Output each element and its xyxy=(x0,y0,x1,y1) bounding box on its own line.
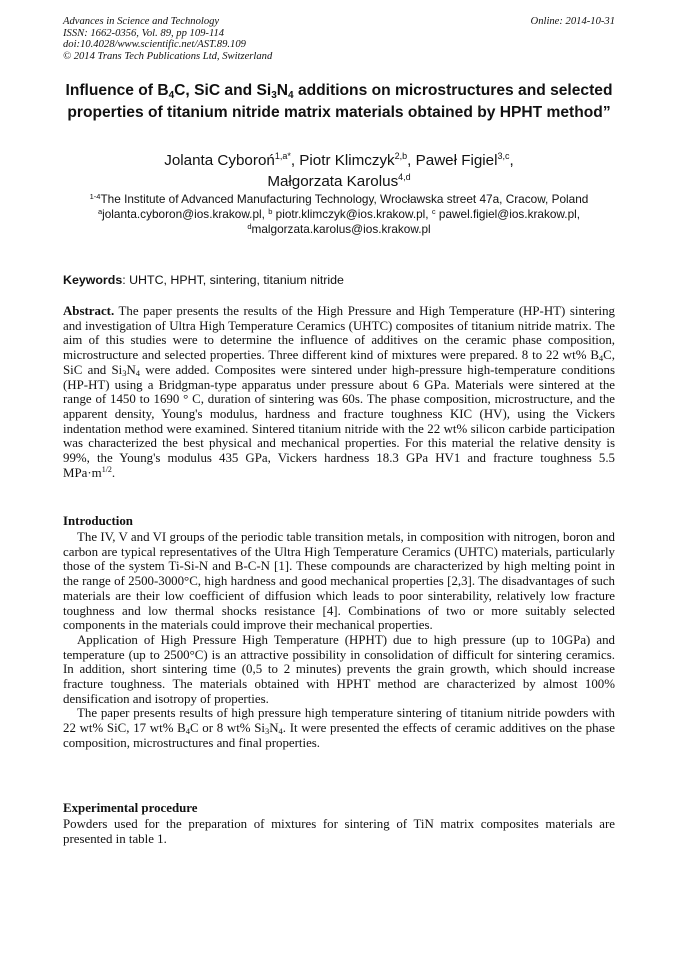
section-heading-experimental: Experimental procedure xyxy=(63,801,198,815)
journal-doi: doi:10.4028/www.scientific.net/AST.89.109 xyxy=(63,39,246,51)
abstract: Abstract. The paper presents the results of the High Pressure and High Temperature (HP-HT) sintering and investigation of Ultra High Temperature Ceramics (UHTC) composites of titanium nitride matrix. The aim of this studies were to determine the influence of additives on the ceramic phase composition, microstructure and selected properties. Three different kind of mixtures were prepared. 8 to 22 wt% $B_4C$, SiC and $Si_3N_4$ were added. Composites were sintered under high-pressure high-temperature conditions (HP-HT) using a Bridgman-type apparatus under pressure about 6 GPa. Materials were sintered at the range of 1450 to 1690 ° C, duration of sintering was 60s. The phase composition, microstructure, and the apparent density, Young's modulus, hardness and fracture toughness KIC (HV), using the Vickers indentation method were examined. Sintered titanium nitride with the 22 wt% silicon carbide participation was characterized the best physical and mechanical properties. For this material the relative density is 99%, the Young's modulus 435 GPa, Vickers hardness 18.3 GPa HV1 and fracture toughness 5.5 $MPa\cdot m^{1/2}$. xyxy=(63,304,615,480)
journal-header xyxy=(63,16,615,62)
email-link[interactable]: pawel.figiel@ios.krakow.pl, xyxy=(438,207,581,221)
keywords-text: : UHTC, HPHT, sintering, titanium nitride xyxy=(122,273,344,287)
keywords xyxy=(63,273,615,288)
section-heading-introduction: Introduction xyxy=(63,514,133,528)
abstract-label: Abstract. xyxy=(63,304,115,318)
introduction-section xyxy=(63,530,615,751)
email-link[interactable]: malgorzata.karolus@ios.krakow.pl xyxy=(251,222,431,236)
email-list-2: $^d$malgorzata.karolus@ios.krakow.pl xyxy=(247,222,431,236)
author-list: Jolanta Cyboroń$^{1,a*}$, Piotr Klimczyk$^{2,b}$, Paweł Figiel$^{3,c}$, Małgorzata Karolus$^{4,d}$ xyxy=(164,151,514,190)
affiliations xyxy=(63,192,615,237)
author-name: Jolanta Cyboroń xyxy=(164,152,275,169)
paper-title: Influence of $B_4C$, SiC and $Si_3N_4$ additions on microstructures and selected properties of titanium nitride matrix materials obtained by HPHT method” xyxy=(65,82,613,121)
paragraph: Powders used for the preparation of mixtures for sintering of TiN matrix composites materials are presented in table 1. xyxy=(63,817,615,846)
paragraph: The IV, V and VI groups of the periodic table transition metals, in composition with nitrogen, boron and carbon are typical representatives of the Ultra High Temperature Ceramics (UHTC) materials, particularly those of the system Ti-Si-N and B-C-N [1]. These compounds are characterized by high melting point in the range of 2500-3000°C, high hardness and good mechanical properties [2,3]. The disadvantages of such materials are their low coefficient of diffusion which leads to poor sinterability, relatively low fracture toughness and low thermal shocks resistance [4]. Combinations of two or more suitably selected components in the materials could improve their mechanical properties. xyxy=(63,530,615,633)
online-date: Online: 2014-10-31 xyxy=(530,16,615,27)
email-link[interactable]: jolanta.cyboron@ios.krakow.pl, xyxy=(102,207,265,221)
journal-issn: ISSN: 1662-0356, Vol. 89, pp 109-114 xyxy=(63,27,225,39)
email-link[interactable]: piotr.klimczyk@ios.krakow.pl, xyxy=(275,207,429,221)
paragraph: Application of High Pressure High Temperature (HPHT) due to high pressure (up to 10GPa) and temperature (up to 2500°C) is an attractive possibility in consolidation of difficult for sintering ceramics. In addition, short sintering time (0,5 to 2 minutes) prevents the grain growth, which should increase fracture toughness. The materials obtained with HPHT method are characterized by almost 100% densification and isotropy of properties. xyxy=(63,632,615,706)
experimental-section xyxy=(63,817,615,846)
institution: $^{1-4}$The Institute of Advanced Manufacturing Technology, Wrocławska street 47a, Cracow, Poland xyxy=(89,192,589,206)
journal-name: Advances in Science and Technology xyxy=(63,16,220,27)
author-name: , Paweł Figiel xyxy=(407,152,498,169)
keywords-label: Keywords xyxy=(63,273,123,287)
author-name: , Piotr Klimczyk xyxy=(290,152,395,169)
paragraph: The paper presents results of high pressure high temperature sintering of titanium nitride powders with 22 wt% SiC, 17 wt% $B_4C$ or 8 wt% $Si_3N_4$. It were presented the effects of ceramic additives on the phase composition, microstructures and final properties. xyxy=(63,706,615,750)
author-name: Małgorzata Karolus xyxy=(267,173,399,190)
email-list: $^a$jolanta.cyboron@ios.krakow.pl, $^b$ piotr.klimczyk@ios.krakow.pl, $^c$ pawel.figiel@ios.krakow.pl, xyxy=(97,207,581,221)
journal-copyright: © 2014 Trans Tech Publications Ltd, Switzerland xyxy=(63,50,273,62)
